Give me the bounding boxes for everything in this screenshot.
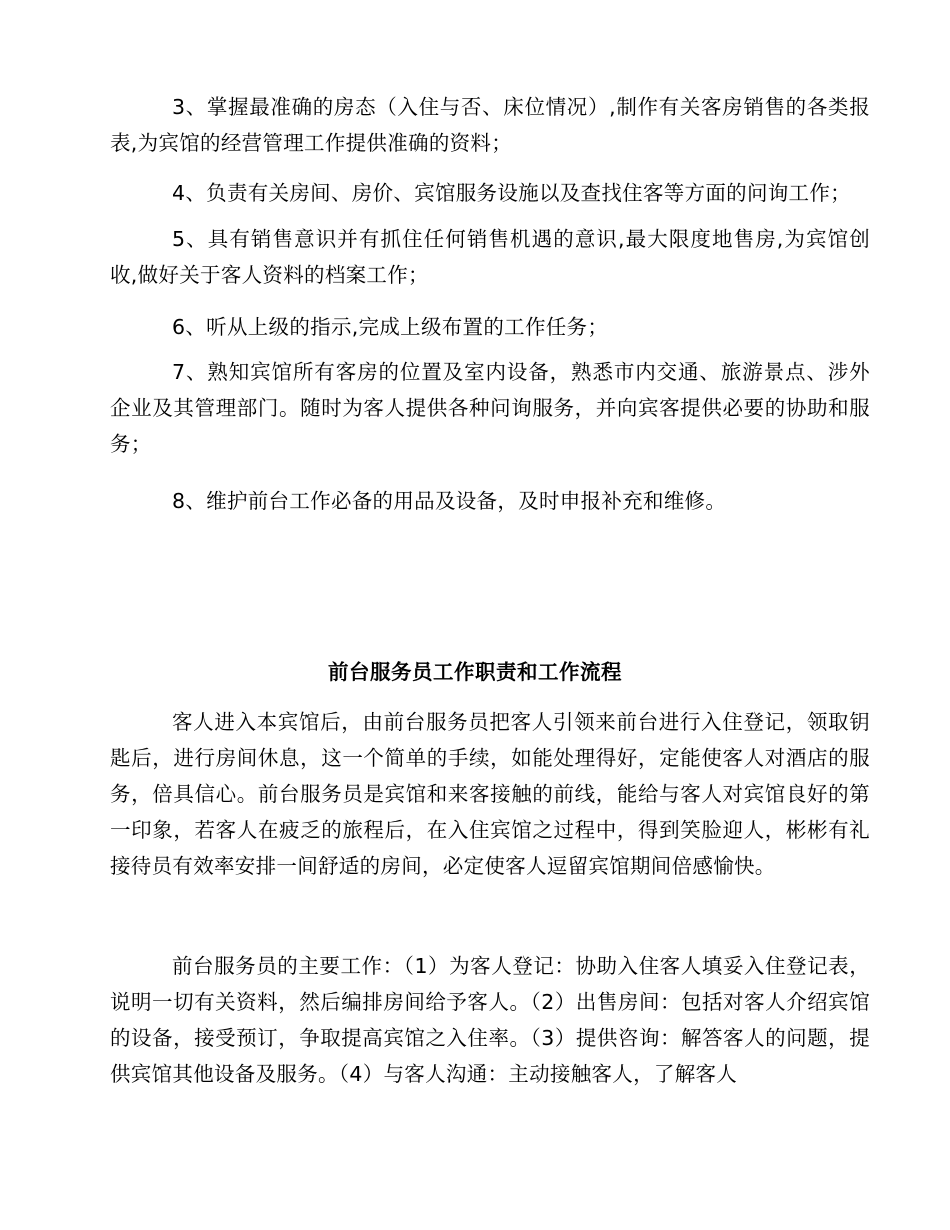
duty-item-7: 7、熟知宾馆所有客房的位置及室内设备，熟悉市内交通、旅游景点、涉外企业及其管理部门。随时为客人提供各种问询服务，并向宾客提供必要的协助和服务； — [110, 360, 870, 456]
duty-item-6: 6、听从上级的指示,完成上级布置的工作任务； — [172, 315, 609, 339]
duty-item-3: 3、掌握最准确的房态（入住与否、床位情况）,制作有关客房销售的各类报表,为宾馆的经营管理工作提供准确的资料； — [110, 95, 870, 155]
duty-item-8: 8、维护前台工作必备的用品及设备，及时申报补充和维修。 — [172, 489, 727, 513]
duty-item-5: 5、具有销售意识并有抓住任何销售机遇的意识,最大限度地售房,为宾馆创收,做好关于客人资料的档案工作； — [110, 227, 870, 287]
duty-item-4: 4、负责有关房间、房价、宾馆服务设施以及查找住客等方面的问询工作； — [172, 181, 851, 205]
body-paragraph-main-work: 前台服务员的主要工作：（1）为客人登记：协助入住客人填妥入住登记表，说明一切有关资料，然后编排房间给予客人。（2）出售房间：包括对客人介绍宾馆的设备，接受预订，争取提高宾馆之入住率。（3）提供咨询：解答客人的问题，提供宾馆其他设备及服务。（4）与客人沟通：主动接触客人，了解客人 — [110, 954, 870, 1086]
body-paragraph-intro: 客人进入本宾馆后，由前台服务员把客人引领来前台进行入住登记，领取钥匙后，进行房间休息，这一个简单的手续，如能处理得好，定能使客人对酒店的服务，倍具信心。前台服务员是宾馆和来客接触的前线，能给与客人对宾馆良好的第一印象，若客人在疲乏的旅程后，在入住宾馆之过程中，得到笑脸迎人，彬彬有礼接待员有效率安排一间舒适的房间，必定使客人逗留宾馆期间倍感愉快。 — [110, 710, 870, 878]
section-title: 前台服务员工作职责和工作流程 — [328, 660, 622, 684]
